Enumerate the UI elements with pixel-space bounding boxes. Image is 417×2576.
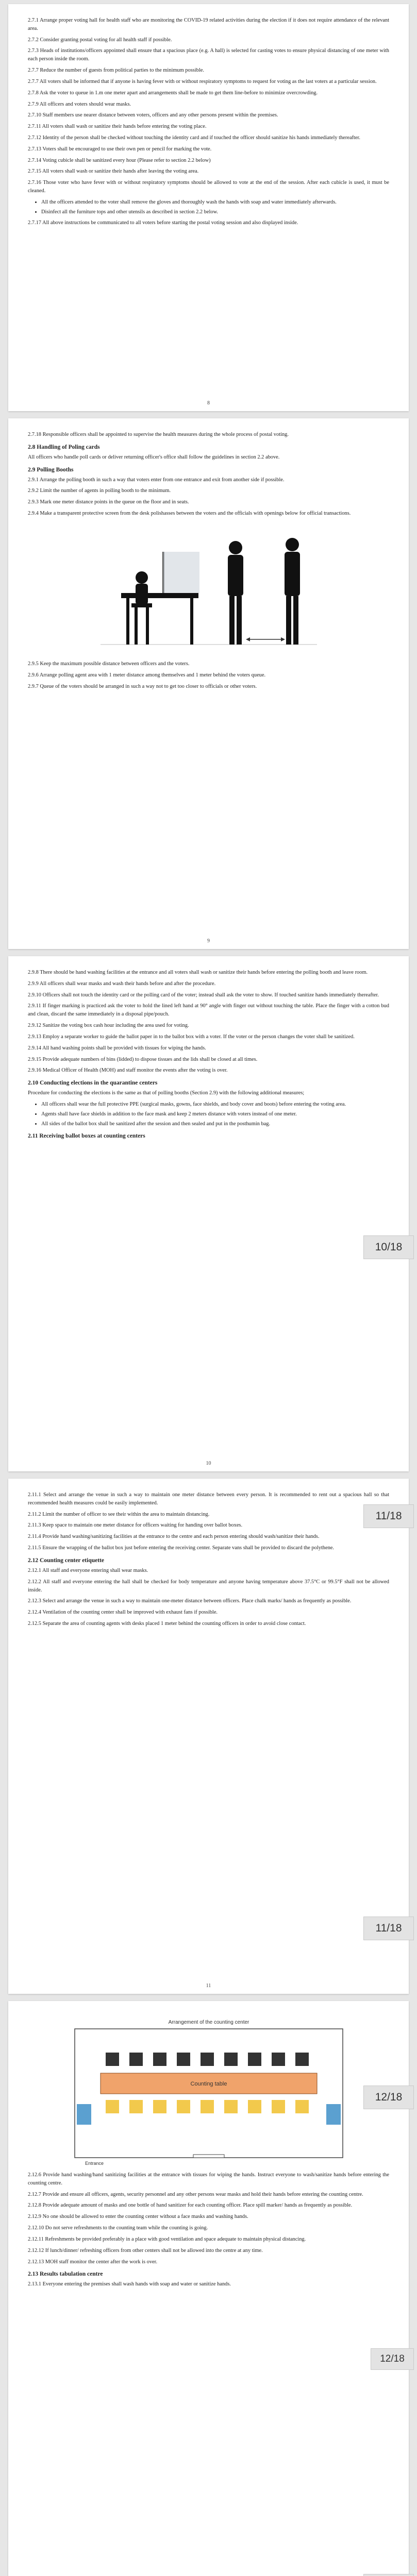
chair-icon: [129, 2100, 143, 2113]
paragraph: 2.7.7 All voters shall be informed that if anyone is having fever with or without respiratory symptoms to request for voting as the last voters at a particular session.: [28, 78, 377, 84]
counting-center-diagram: [28, 2016, 389, 2166]
section-heading: 2.9 Polling Booths: [28, 466, 74, 473]
paragraph: 2.9.11 If finger marking is practiced ask the voter to hold the lined left hand at 90° angle with finger out without touching the table. Place the finger with a cotton bud and clean, discard the same immediately in a disposal pipe/pouch.: [28, 1003, 389, 1018]
chair-icon: [177, 2100, 190, 2113]
paragraph: 2.12.9 No one should be allowed to enter the counting center without a face masks and washing hands.: [28, 2214, 248, 2220]
paragraph: 2.12.7 Provide and ensure all officers, agents, security personnel and any other persons wear masks and hold their hands before entering the counting centre.: [28, 2191, 363, 2197]
paragraph: 2.7.10 Staff members use nearer distance between voters, officers and any other persons present within the premises.: [28, 112, 278, 118]
paragraph: 2.12.5 Separate the area of counting agents with desks placed 1 meter behind the counting officers in order to avoid close contact.: [28, 1620, 306, 1626]
paragraph: 2.7.11 All voters shall wash or sanitize their hands before entering the voting place.: [28, 124, 207, 130]
paragraph: 2.7.1 Arrange proper voting hall for health staff who are monitoring the COVID-19 related activities during the election if it does not require attendance of the relevant area.: [28, 18, 389, 31]
page-counter-badge: 12/18: [363, 2086, 414, 2109]
paragraph: 2.12.2 All staff and everyone entering the hall shall be checked for body temperature and anyone having temperature above 37.5°C or 99.5°F shall not be allowed inside.: [28, 1579, 389, 1593]
section-heading: 2.13 Results tabulation centre: [28, 2271, 103, 2278]
page-counter-badge: 10/18: [363, 1235, 414, 1259]
paragraph: 2.12.11 Refreshments be provided preferably in a place with good ventilation and space adequate to maintain physical distancing.: [28, 2236, 306, 2242]
paragraph: 2.9.12 Sanitize the voting box cash hour including the area used for voting.: [28, 1023, 189, 1029]
page-12: [8, 2001, 409, 2576]
chair-icon: [224, 2100, 238, 2113]
section-heading: 2.11 Receiving ballot boxes at counting centers: [28, 1133, 145, 1140]
section-heading: 2.10 Conducting elections in the quarantine centers: [28, 1080, 158, 1087]
chair-icon: [106, 2053, 119, 2066]
paragraph: 2.7.12 Identity of the person shall be checked without touching the identity card and if touched the officer should sanitize his hands immediately thereafter.: [28, 134, 360, 141]
paragraph: 2.7.7 Reduce the number of guests from political parties to the minimum possible.: [28, 67, 204, 74]
chair-icon: [295, 2100, 309, 2113]
paragraph: 2.9.10 Officers shall not touch the identity card or the polling card of the voter; instead shall ask the voter to show. If touched sanitize hands immediately thereafter.: [28, 992, 379, 998]
paragraph: 2.12.8 Provide adequate amount of masks and one bottle of hand sanitizer for each counting officer. Place spill marker/ hands as frequently as possible.: [28, 2202, 353, 2209]
entrance-label: Entrance: [85, 2161, 104, 2166]
paragraph: 2.7.3 Heads of institutions/officers appointed shall ensure that a spacious place (e.g. A hall) is selected for casting votes to ensure physical distancing of one meter with each person inside the room.: [28, 48, 389, 62]
paragraph: 2.7.18 Responsible officers shall be appointed to supervise the health measures during the whole process of postal voting.: [28, 432, 289, 437]
page-counter-badge: 11/18: [363, 1917, 414, 1940]
paragraph: 2.12.3 Select and arrange the venue in such a way to maintain one-meter distance between officers. Place chalk marks/ hands as frequently as possible.: [28, 1598, 352, 1604]
paragraph: 2.7.8 Ask the voter to queue in 1.m one meter apart and arrangements shall be made to get them line-before to minimize overcrowding.: [28, 90, 318, 96]
diagram-caption: Arrangement of the counting center: [168, 2020, 249, 2025]
paragraph: 2.11.3 Keep space to maintain one meter distance for officers waiting for handing over ballot boxes.: [28, 1522, 243, 1529]
paragraph: 2.9.7 Queue of the voters should be arranged in such a way not to get too closer to officials or other voters.: [28, 683, 257, 689]
chair-icon: [201, 2053, 214, 2066]
paragraph: 2.9.13 Employ a separate worker to guide the ballot paper in to the ballot box with a voter. If the voter or the person changes the voter shall be sanitized.: [28, 1033, 355, 1040]
page-number: 8: [207, 400, 210, 406]
paragraph: 2.11.5 Ensure the wrapping of the ballot box just before entering the receiving center. Separate vans shall be provided to discard the polythene.: [28, 1545, 335, 1551]
chair-icon: [295, 2053, 309, 2066]
page-number: 10: [206, 1461, 211, 1466]
paragraph: 2.7.16 Those voter who have fever with or without respiratory symptoms should be allowed to vote at the end of the session. After each cubicle is used, it must be cleaned.: [28, 180, 389, 194]
chair-icon: [272, 2100, 285, 2113]
paragraph: 2.9.1 Arrange the polling booth in such a way that voters enter from one entrance and exit from another side if possible.: [28, 477, 285, 483]
paragraph: Procedure for conducting the elections is the same as that of polling booths (Section 2.9) with the following additional measures;: [28, 1090, 305, 1096]
page-counter-badge: 12/18: [371, 2348, 414, 2370]
page-number: 11: [206, 1983, 211, 1989]
chair-icon: [177, 2053, 190, 2066]
paragraph: 2.11.4 Provide hand washing/sanitizing facilities at the entrance to the centre and each person entering should wash/sanitize their hands.: [28, 1534, 320, 1540]
section-heading: 2.8 Handling of Poling cards: [28, 444, 100, 450]
paragraph: 2.7.14 Voting cubicle shall be sanitized every hour (Please refer to section 2.2 below): [28, 157, 211, 163]
chair-icon: [153, 2053, 166, 2066]
paragraph: 2.7.9 All officers and voters should wear masks.: [28, 101, 131, 107]
paragraph: 2.12.12 If lunch/dinner/ refreshing officers from other centers shall not be allowed into the centre at any time.: [28, 2247, 263, 2253]
bullet-item: • Agents shall have face shields in addition to the face mask and keep 2 meters distance with voters instead of one meter.: [41, 1110, 389, 1118]
polling-booth-illustration: [28, 521, 389, 655]
counting-table-label: Counting table: [190, 2081, 227, 2087]
paragraph: 2.9.6 Arrange polling agent area with 1 meter distance among themselves and 1 meter behind the voters queue.: [28, 672, 266, 678]
bullet-item: • All officers shall wear the full protective PPE (surgical masks, gowns, face shields, and body cover and boots) before entering the voting area.: [41, 1100, 389, 1109]
paragraph: 2.13.1 Everyone entering the premises shall wash hands with soap and water or sanitize hands.: [28, 2281, 231, 2287]
paragraph: 2.9.5 Keep the maximum possible distance between officers and the voters.: [28, 660, 190, 667]
page-11: [8, 1479, 409, 1994]
bullet-item: • Disinfect all the furniture tops and other utensils as described in section 2.2 below.: [41, 208, 389, 216]
chair-icon: [272, 2053, 285, 2066]
paragraph: 2.12.4 Ventilation of the counting center shall be improved with exhaust fans if possible.: [28, 1609, 218, 1616]
page-8: [8, 4, 409, 411]
chair-icon: [248, 2053, 261, 2066]
page-10: [8, 956, 409, 1471]
paragraph: 2.9.4 Make a transparent protective screen from the desk polishasses between the voters and the officials with openings below for official transactions.: [28, 511, 351, 517]
paragraph: 2.7.13 Voters shall be encouraged to use their own pen or pencil for marking the vote.: [28, 146, 212, 152]
paragraph: 2.9.3 Mark one meter distance points in the queue on the floor and in seats.: [28, 499, 189, 505]
chair-icon: [224, 2053, 238, 2066]
bullet-item: • All the officers attended to the voter shall remove the gloves and thoroughly wash the hands with soap and water immediately afterwards.: [41, 198, 389, 207]
page-counter-badge: [363, 2574, 414, 2576]
paragraph: 2.9.9 All officers shall wear masks and wash their hands before and after the procedure.: [28, 980, 216, 987]
paragraph: 2.7.2 Consider granting postal voting for all health staff if possible.: [28, 37, 172, 43]
chair-icon: [129, 2053, 143, 2066]
paragraph: 2.9.15 Provide adequate numbers of bins (lidded) to dispose tissues and the lids shall be closed at all times.: [28, 1056, 258, 1062]
page-9: [8, 418, 409, 949]
paragraph: 2.9.2 Limit the number of agents in polling booth to the minimum.: [28, 488, 171, 494]
chair-icon: [201, 2100, 214, 2113]
paragraph: All officers who handle poll cards or deliver returning officer's office shall follow the guidelines in section 2.2 above.: [28, 454, 280, 460]
paragraph: 2.12.1 All staff and everyone entering shall wear masks.: [28, 1567, 148, 1573]
paragraph: 2.11.2 Limit the number of officer to see their within the area to maintain distancing.: [28, 1511, 210, 1517]
paragraph: 2.7.15 All voters shall wash or sanitize their hands after leaving the voting area.: [28, 168, 199, 175]
chair-icon: [153, 2100, 166, 2113]
page-counter-badge: 11/18: [363, 1504, 414, 1528]
paragraph: 2.7.17 All above instructions be communicated to all voters before starting the postal voting session and also displayed inside.: [28, 220, 298, 226]
paragraph: 2.12.13 MOH staff monitor the center after the work is over.: [28, 2259, 158, 2265]
section-heading: 2.12 Counting center etiquette: [28, 1557, 104, 1564]
chair-icon: [106, 2100, 119, 2113]
paragraph: 2.12.6 Provide hand washing/hand sanitizing facilities at the entrance with tissues for wiping the hands. Instruct everyone to wash/sanitize hands before entering the counting centre.: [28, 2172, 389, 2186]
paragraph: 2.12.10 Do not serve refreshments to the counting team while the counting is going.: [28, 2225, 208, 2231]
bullet-item: • All sides of the ballot box shall be sanitized after the session and then sealed and put in the posthumin bag.: [41, 1120, 389, 1128]
paragraph: 2.11.1 Select and arrange the venue in such a way to maintain one meter distance between every person. It is recommended to rent out a spacious hall so that recommended health measures could be easily implemented.: [28, 1492, 389, 1506]
paragraph: 2.9.14 All hand washing points shall be provided with tissues for wiping the hands.: [28, 1045, 206, 1051]
paragraph: 2.9.16 Medical Officer of Health (MOH) and staff monitor the events after the voting is over.: [28, 1067, 228, 1074]
paragraph: 2.9.8 There should be hand washing facilities at the entrance and all voters shall wash or sanitize their hands before entering the polling booth and leave room.: [28, 970, 368, 975]
chair-icon: [248, 2100, 261, 2113]
page-number: 9: [207, 938, 210, 944]
